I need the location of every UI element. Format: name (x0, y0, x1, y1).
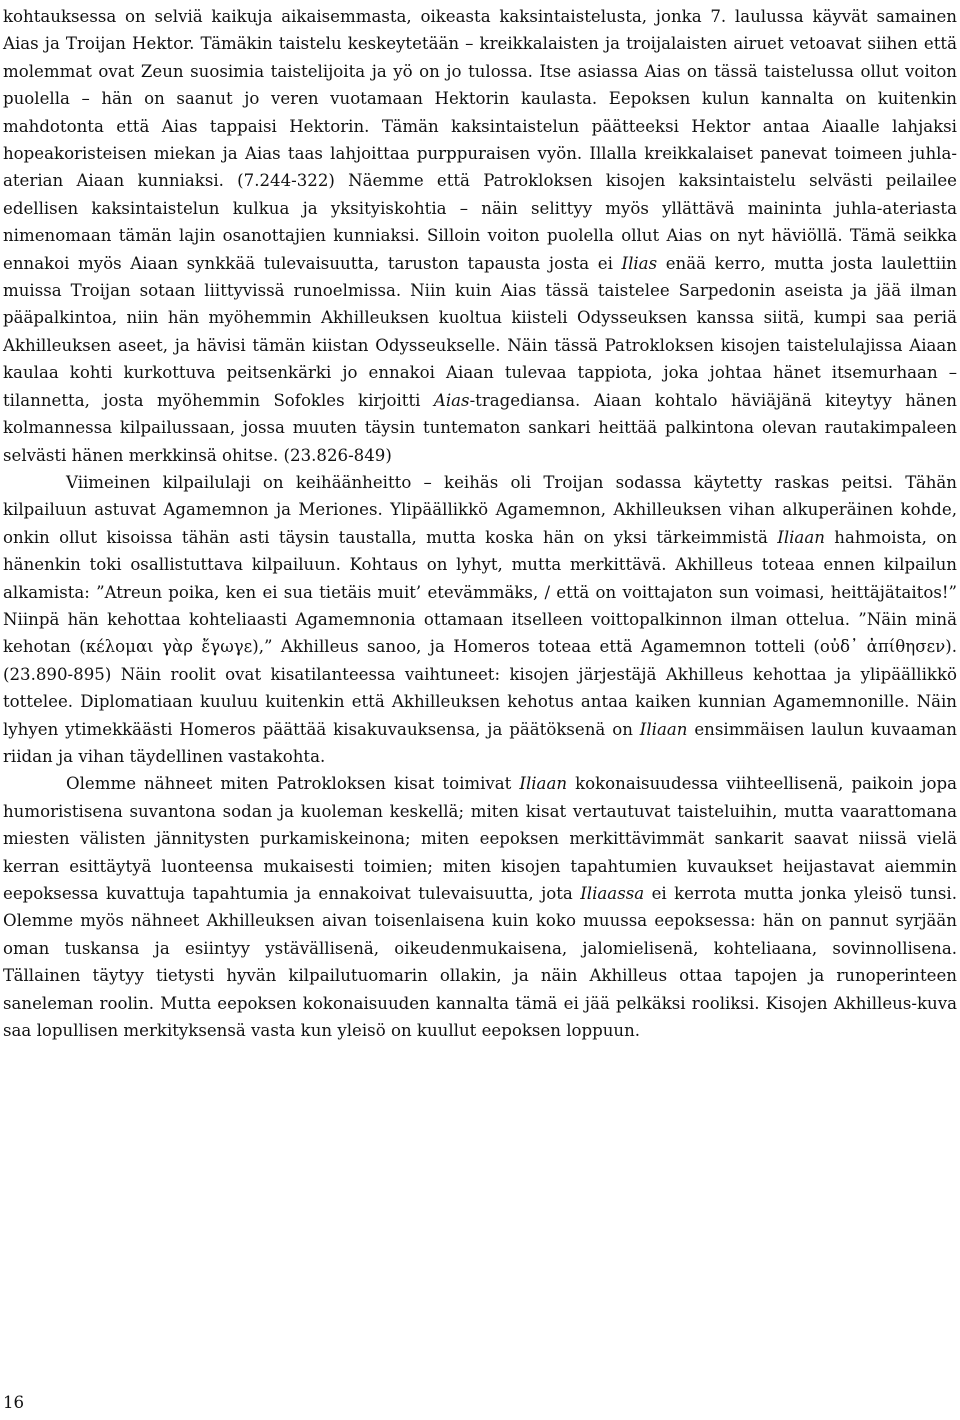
page-body (3, 3, 957, 1044)
page-number: 16 (3, 1393, 25, 1412)
italic-title-iliaan: Iliaan (777, 527, 825, 547)
paragraph-2-text: hahmoista, on hänenkin toki osallistuttava kilpailuun. Kohtaus on lyhyt, mutta merkittävä. Akhilleus toteaa ennen kilpailun alkamista: ”Atreun poika, ken ei sua tietäis muit’ etevämmäks, / että on voittajaton sun voimasi, heittäjätaitos!” Niinpä hän kehottaa kohteliaasti Agamemnonia ottamaan itselleen voittopalkinnon ilman ottelua. ”Näin minä kehotan (κέλομαι γὰρ ἔγωγε),” Akhilleus sanoo, ja Homeros toteaa että Agamemnon totteli (οὐδ᾽ ἀπίθησεν). (23.890-895) Näin roolit ovat kisatilanteessa vaihtuneet: kisojen järjestäjä Akhilleus kehottaa ja ylipäällikkö tottelee. Diplomatiaan kuuluu kuitenkin että Akhilleuksen kehotus antaa kaiken kunnian Agamemnonille. Näin lyhyen ytimekkäästi Homeros päättää kisakuvauksensa, ja päätöksenä on (3, 527, 957, 739)
paragraph-2-text: Viimeinen kilpailulaji on keihäänheitto – keihäs oli Troijan sodassa käytetty raskas peitsi. Tähän kilpailuun astuvat Agamemnon ja Meriones. Ylipäällikkö Agamemnon, Akhilleuksen vihan alkuperäinen kohde, onkin ollut kisoissa tähän asti täysin taustalla, mutta koska hän on yksi tärkeimmistä (3, 472, 957, 547)
paragraph-1-text: kohtauksessa on selviä kaikuja aikaisemmasta, oikeasta kaksintaistelusta, jonka 7. laulussa käyvät samainen Aias ja Troijan Hektor. Tämäkin taistelu keskeytetään – kreikkalaisten ja troijalaisten airuet vetoavat siihen että molemmat ovat Zeun suosimia taistelijoita ja yö on jo tulossa. Itse asiassa Aias on tässä taistelussa ollut voiton puolella – hän on saanut jo veren vuotamaan Hektorin kaulasta. Eepoksen kulun kannalta on kuitenkin mahdotonta että Aias tappaisi Hektorin. Tämän kaksintaistelun päätteeksi Hektor antaa Aiaalle lahjaksi hopeakoristeisen miekan ja Aias taas lahjoittaa purppuraisen vyön. Illalla kreikkalaiset panevat toimeen juhlaaterian Aiaan kunniaksi. (7.244-322) Näemme että Patrokloksen kisojen kaksintaistelu selvästi peilailee edellisen kaksintaistelun kulkua ja yksityiskohtia – näin selittyy myös yllättävä maininta juhla-ateriasta nimenomaan tämän lajin osanottajien kunniaksi. Silloin voiton puolella ollut Aias on nyt häviöllä. Tämä seikka ennakoi myös Aiaan synkkää tulevaisuutta, taruston tapausta josta ei (3, 7, 957, 273)
paragraph-1-text: -tragediansa. Aiaan kohtalo häviäjänä kiteytyy hänen kolmannessa kilpailussaan, jossa muuten täysin tuntematon sankari heittää palkintona olevan rautakimpaleen selvästi hänen merkkinsä ohitse. (23.826-849) (3, 390, 957, 465)
paragraph-3-text: kokonaisuudessa viihteellisenä, paikoin jopa humoristisena suvantona sodan ja kuoleman keskellä; miten kisat vertautuvat taisteluihin, mutta vaarattomana miesten välisten jännitysten purkamiskeinona; miten eepoksen merkittävimmät sankarit saavat niissä vielä kerran esittäytyä luonteensa mukaisesti toimien; miten kisojen tapahtumien kuvaukset heijastavat aiemmin eepoksessa kuvattuja tapahtumia ja ennakoivat tulevaisuutta, jota (3, 774, 957, 903)
italic-title-ilias: Ilias (621, 253, 658, 273)
italic-title-iliaan: Iliaan (639, 719, 688, 739)
paragraph-3-text: ei kerrota mutta jonka yleisö tunsi. Olemme myös nähneet Akhilleuksen aivan toisenlaisena kuin koko muussa eepoksessa: hän on pannut syrjään oman tuskansa ja esiintyy ystävällisenä, oikeudenmukaisena, jalomielisenä, kohteliaana, sovinnollisena. Tällainen täytyy tietysti hyvän kilpailutuomarin ollakin, ja näin Akhilleus ottaa tapojen ja runoperinteen saneleman roolin. Mutta eepoksen kokonaisuuden kannalta tämä ei jää pelkäksi rooliksi. Kisojen Akhilleus-kuva saa lopullisen merkityksensä vasta kun yleisö on kuullut eepoksen loppuun. (3, 884, 957, 1041)
paragraph-1-text: enää kerro, mutta josta laulettiin muissa Troijan sotaan liittyvissä runoelmissa. Niin kuin Aias tässä taistelee Sarpedonin aseista ja jää ilman pääpalkintoa, niin hän myöhemmin Akhilleuksen kuoltua kiisteli Odysseuksen kanssa siitä, kumpi saa periä Akhilleuksen aseet, ja hävisi tämän kiistan Odysseukselle. Näin tässä Patrokloksen kisojen taistelulajissa Aiaan kaulaa kohti kurkottuva peitsenkärki jo ennakoi Aiaan tulevaa tappiota, joka johtaa hänet itsemurhaan – tilannetta, josta myöhemmin Sofokles kirjoitti (3, 253, 957, 410)
paragraph-3-text: Olemme nähneet miten Patrokloksen kisat toimivat (66, 774, 520, 794)
italic-title-iliaassa: Iliaassa (580, 884, 645, 903)
paragraph-2-text: ensimmäisen laulun kuvaaman riidan ja vihan täydellinen vastakohta. (3, 719, 957, 766)
italic-title-iliaan: Iliaan (519, 774, 568, 794)
paragraph-3 (3, 770, 957, 1044)
paragraph-1 (3, 3, 957, 469)
italic-title-aias: Aias (433, 390, 470, 410)
paragraph-2 (3, 469, 957, 770)
